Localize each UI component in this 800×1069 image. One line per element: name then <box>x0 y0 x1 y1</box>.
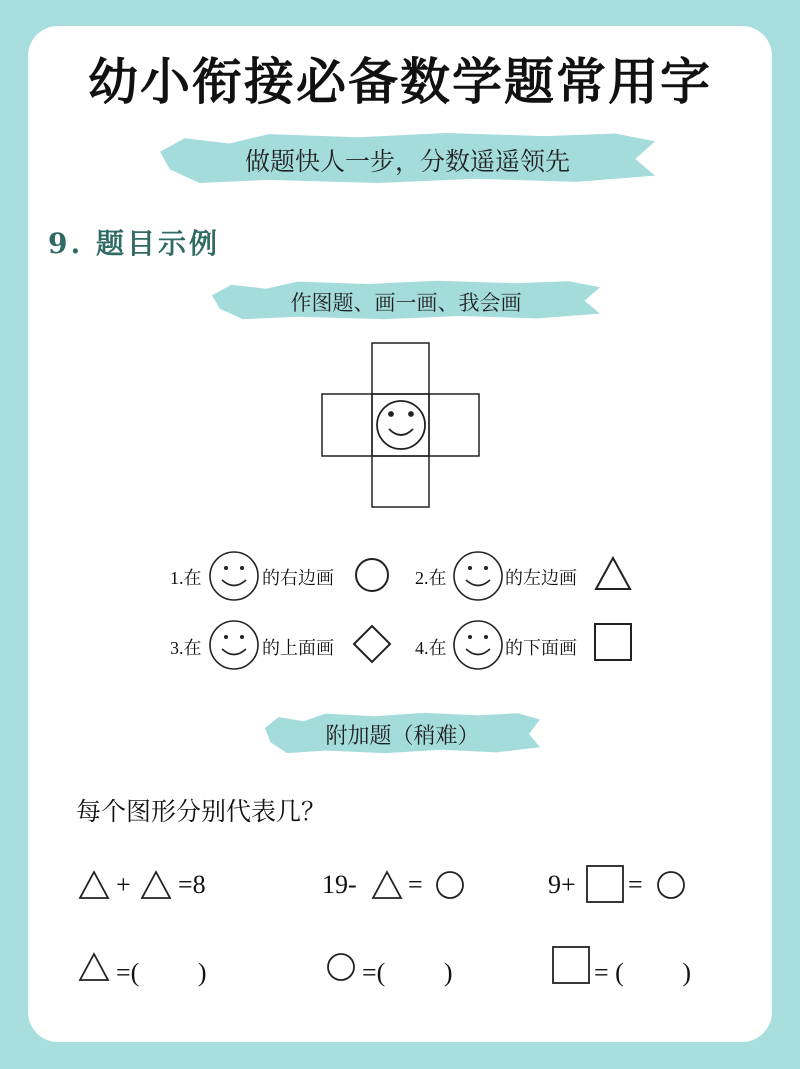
eq2-prefix: 19- <box>322 870 357 899</box>
eq1-triangle-a-icon <box>78 870 110 900</box>
eq3-circle-icon <box>656 870 686 900</box>
banner2: 附加题（稍难） <box>325 724 480 749</box>
ans1-triangle-icon <box>78 952 110 982</box>
ans1-blank: =( ) <box>116 958 207 987</box>
section-label: 9. 题目示例 <box>48 227 220 260</box>
eq2-circle-icon <box>435 870 465 900</box>
eq2-equals: = <box>408 870 423 899</box>
ans3-blank: = ( ) <box>594 958 691 987</box>
ans2-blank: =( ) <box>362 958 453 987</box>
eq3-prefix: 9+ <box>548 870 576 899</box>
diamond-icon <box>352 624 392 664</box>
ans2-circle-icon <box>326 952 356 982</box>
eq1-triangle-b-icon <box>140 870 172 900</box>
task3-prefix: 3.在 <box>170 638 202 658</box>
banner1: 作图题、画一画、我会画 <box>290 291 522 315</box>
task4-suffix: 的下面画 <box>505 638 577 658</box>
task4-prefix: 4.在 <box>415 638 447 658</box>
subtitle: 做题快人一步，分数遥遥领先 <box>244 147 570 176</box>
task1-suffix: 的右边画 <box>262 568 334 588</box>
eq1-plus: + <box>116 870 131 899</box>
task1-prefix: 1.在 <box>170 568 202 588</box>
task3-smiley-icon <box>209 620 261 672</box>
triangle-icon <box>594 555 632 591</box>
eq3-equals: = <box>628 870 643 899</box>
question-text: 每个图形分别代表几？ <box>76 799 327 826</box>
task3-suffix: 的上面画 <box>262 638 334 658</box>
eq3-square-icon <box>586 865 624 903</box>
task2-prefix: 2.在 <box>415 568 447 588</box>
page-title: 幼小衔接必备数学题常用字 <box>88 53 712 111</box>
task4-smiley-icon <box>453 620 505 672</box>
ans3-square-icon <box>552 946 590 984</box>
task2-smiley-icon <box>453 551 505 603</box>
circle-icon <box>354 557 390 593</box>
task1-smiley-icon <box>209 551 261 603</box>
task2-suffix: 的左边画 <box>505 568 577 588</box>
eq2-triangle-icon <box>371 870 403 900</box>
square-icon <box>594 623 632 661</box>
eq1-result: =8 <box>178 870 206 899</box>
